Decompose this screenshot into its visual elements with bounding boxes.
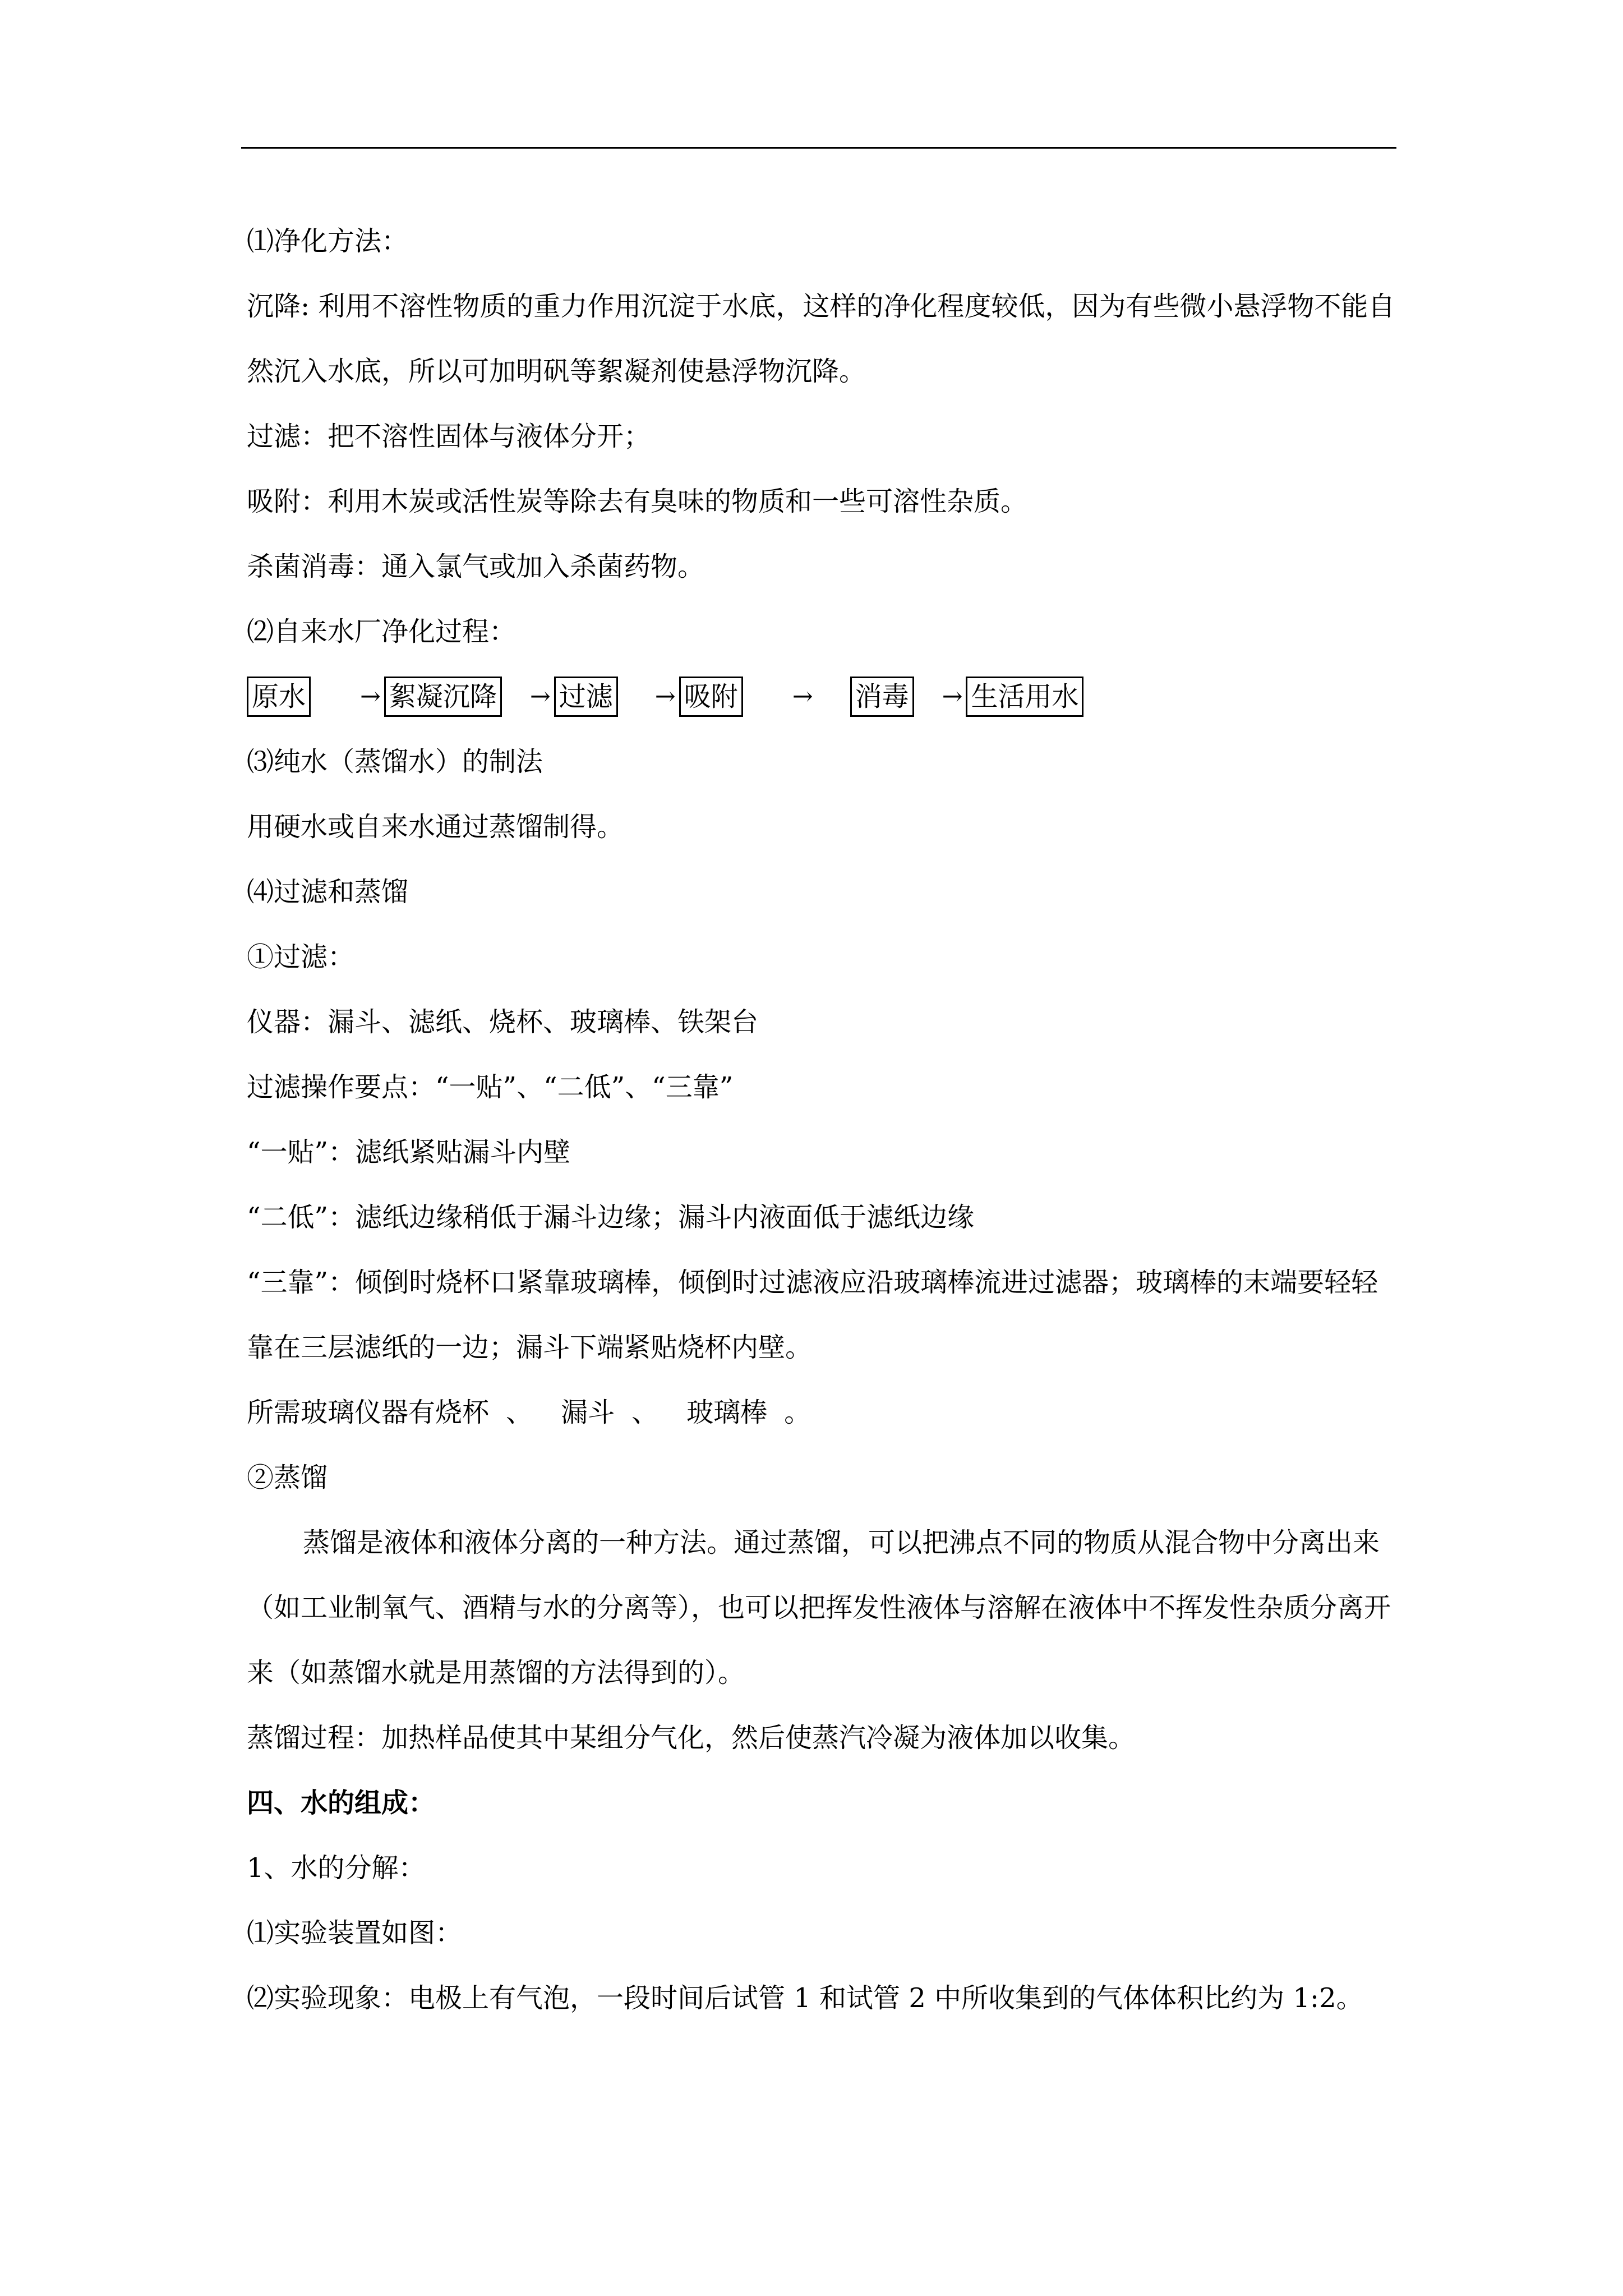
- filtration-line: 过滤：把不溶性固体与液体分开；: [247, 421, 651, 452]
- flow-step-filtration: 过滤: [554, 677, 618, 717]
- flow-arrow-icon: →: [654, 682, 676, 711]
- filter-subheading: ①过滤：: [247, 941, 355, 973]
- phenomenon-paragraph: ⑵实验现象：电极上有气泡，一段时间后试管 1 和试管 2 中所收集到的气体体积比约为 1:2。: [247, 1982, 1363, 2014]
- filter-distill-heading: ⑷过滤和蒸馏: [247, 876, 409, 908]
- waterworks-process-heading: ⑵自来水厂净化过程：: [247, 616, 517, 647]
- disinfection-line: 杀菌消毒：通入氯气或加入杀菌药物。: [247, 551, 705, 582]
- glass-item-rod: 玻璃棒: [686, 1397, 768, 1428]
- sedimentation-paragraph: 沉降: 利用不溶性物质的重力作用沉淀于水底，这样的净化程度较低，因为有些微小悬浮物不能自然沉入水底，所以可加明矾等絮凝剂使悬浮物沉降。: [247, 291, 1395, 387]
- flow-arrow-icon: →: [942, 682, 963, 711]
- instruments-line: 仪器：漏斗、滤纸、烧杯、玻璃棒、铁架台: [247, 1006, 759, 1038]
- purification-methods-heading: ⑴净化方法：: [247, 226, 409, 257]
- one-stick-line: “一贴”：滤纸紧贴漏斗内壁: [247, 1137, 571, 1168]
- distill-subheading: ②蒸馏: [247, 1462, 328, 1493]
- glass-sep: 、: [506, 1397, 533, 1428]
- distill-paragraph: 蒸馏是液体和液体分离的一种方法。通过蒸馏，可以把沸点不同的物质从混合物中分离出来（如工业制氧气、酒精与水的分离等），也可以把挥发性液体与溶解在液体中不挥发性杂质分离开来（如蒸馏水就是用蒸馏的方法得到的）。: [247, 1527, 1391, 1688]
- section-heading-water-composition: 四、水的组成：: [247, 1787, 436, 1819]
- pure-water-body: 用硬水或自来水通过蒸馏制得。: [247, 811, 624, 843]
- three-lean-paragraph: “三靠”：倾倒时烧杯口紧靠玻璃棒，倾倒时过滤液应沿玻璃棒流进过滤器；玻璃棒的末端要轻轻靠在三层滤纸的一边；漏斗下端紧贴烧杯内壁。: [247, 1267, 1378, 1363]
- glass-end: 。: [784, 1397, 811, 1428]
- glass-item-funnel: 漏斗: [561, 1397, 615, 1428]
- glass-prefix: 所需玻璃仪器有烧杯: [247, 1397, 490, 1428]
- flow-step-tap-water: 生活用水: [966, 677, 1083, 717]
- pure-water-heading: ⑶纯水（蒸馏水）的制法: [247, 746, 543, 777]
- document-body: [247, 209, 1396, 2031]
- flow-arrow-icon: →: [529, 682, 551, 711]
- apparatus-line: ⑴实验装置如图：: [247, 1917, 463, 1949]
- water-decomposition-heading: 1、水的分解：: [247, 1852, 426, 1884]
- adsorption-line: 吸附：利用木炭或活性炭等除去有臭味的物质和一些可溶性杂质。: [247, 486, 1028, 517]
- two-low-line: “二低”：滤纸边缘稍低于漏斗边缘；漏斗内液面低于滤纸边缘: [247, 1202, 975, 1233]
- glass-sep: 、: [631, 1397, 659, 1428]
- flow-step-adsorption: 吸附: [679, 677, 743, 717]
- flow-step-flocculation: 絮凝沉降: [384, 677, 502, 717]
- flow-arrow-icon: →: [360, 682, 381, 711]
- header-rule: [241, 147, 1396, 149]
- key-points-line: 过滤操作要点：“一贴”、“二低”、“三靠”: [247, 1071, 734, 1103]
- glass-instruments-line: [247, 1380, 1396, 1445]
- flow-step-disinfection: 消毒: [850, 677, 914, 717]
- purification-flow-diagram: [247, 664, 1396, 729]
- flow-arrow-icon: →: [792, 682, 813, 711]
- distill-process-line: 蒸馏过程：加热样品使其中某组分气化，然后使蒸汽冷凝为液体加以收集。: [247, 1722, 1136, 1754]
- flow-step-raw-water: 原水: [247, 677, 311, 717]
